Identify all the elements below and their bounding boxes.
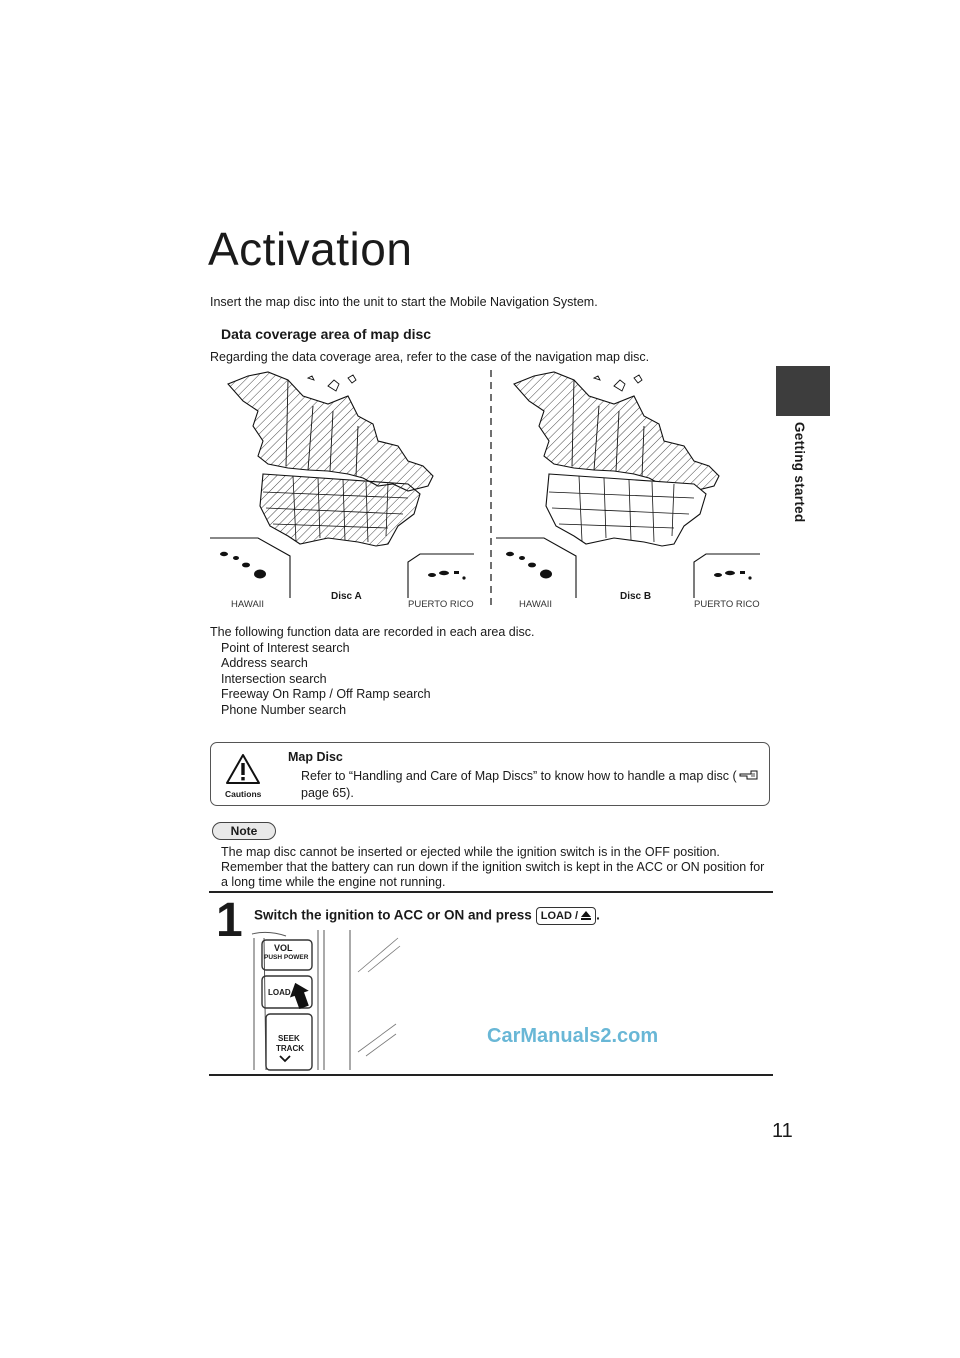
step-number: 1 xyxy=(216,894,243,947)
note-badge: Note xyxy=(212,822,276,840)
load-eject-label: LOAD / xyxy=(540,910,579,922)
coverage-heading: Data coverage area of map disc xyxy=(221,326,432,342)
section-tab-marker xyxy=(776,366,830,416)
step-top-rule xyxy=(209,891,773,893)
list-item: Phone Number search xyxy=(221,702,347,717)
functions-list xyxy=(221,641,431,718)
caution-icon-label: Cautions xyxy=(225,789,262,799)
track-label: TRACK xyxy=(276,1044,304,1053)
eject-icon xyxy=(581,911,591,920)
label-hawaii-b: HAWAII xyxy=(519,599,553,610)
note-text: The map disc cannot be inserted or ejected while the ignition switch is in the OFF position. Remember that the battery can run down if the ignition switch is kept in the ACC or ON position for a long time while the engine not running. xyxy=(221,845,765,889)
seek-label: SEEK xyxy=(278,1034,300,1043)
list-item: Intersection search xyxy=(221,671,327,686)
functions-intro: The following function data are recorded in each area disc. xyxy=(210,625,535,639)
step-instruction xyxy=(254,907,600,925)
caution-text-part: Refer to “Handling and Care of Map Discs” to know how to handle a map disc ( xyxy=(301,769,737,783)
list-item: Point of Interest search xyxy=(221,641,350,655)
label-puerto-rico-a: PUERTO RICO xyxy=(408,599,474,610)
label-puerto-rico-b: PUERTO RICO xyxy=(694,599,760,610)
caution-text-part: page 65). xyxy=(301,785,354,800)
step-instruction-text: Switch the ignition to ACC or ON and press xyxy=(254,907,532,923)
warning-icon xyxy=(225,753,261,799)
step-bottom-rule xyxy=(209,1074,773,1076)
map-disc-a xyxy=(210,372,474,598)
list-item: Freeway On Ramp / Off Ramp search xyxy=(221,687,431,702)
label-disc-b: Disc B xyxy=(620,591,652,602)
load-eject-button-glyph xyxy=(536,907,596,925)
vol-label: VOL xyxy=(274,943,293,953)
pointing-hand-icon xyxy=(739,769,759,785)
eject-icon xyxy=(296,988,304,995)
page-title: Activation xyxy=(208,223,413,275)
watermark-text: CarManuals2.com xyxy=(487,1025,659,1047)
caution-text xyxy=(301,768,761,801)
device-load-label: LOAD / xyxy=(268,988,296,997)
label-hawaii-a: HAWAII xyxy=(231,599,265,610)
step-end-punct: . xyxy=(596,907,600,923)
label-disc-a: Disc A xyxy=(331,591,362,602)
coverage-description: Regarding the data coverage area, refer to the case of the navigation map disc. xyxy=(210,350,650,364)
caution-box xyxy=(210,742,770,806)
head-unit-illustration xyxy=(240,930,660,1072)
device-load-eject-label xyxy=(268,988,304,997)
intro-text: Insert the map disc into the unit to start the Mobile Navigation System. xyxy=(210,295,598,309)
page-number: 11 xyxy=(772,1120,793,1142)
list-item: Address search xyxy=(221,656,308,671)
push-power-label: PUSH POWER xyxy=(264,954,309,961)
caution-title: Map Disc xyxy=(288,750,343,764)
coverage-maps xyxy=(208,366,778,614)
section-tab-label: Getting started xyxy=(792,422,807,523)
map-disc-b xyxy=(496,372,760,598)
